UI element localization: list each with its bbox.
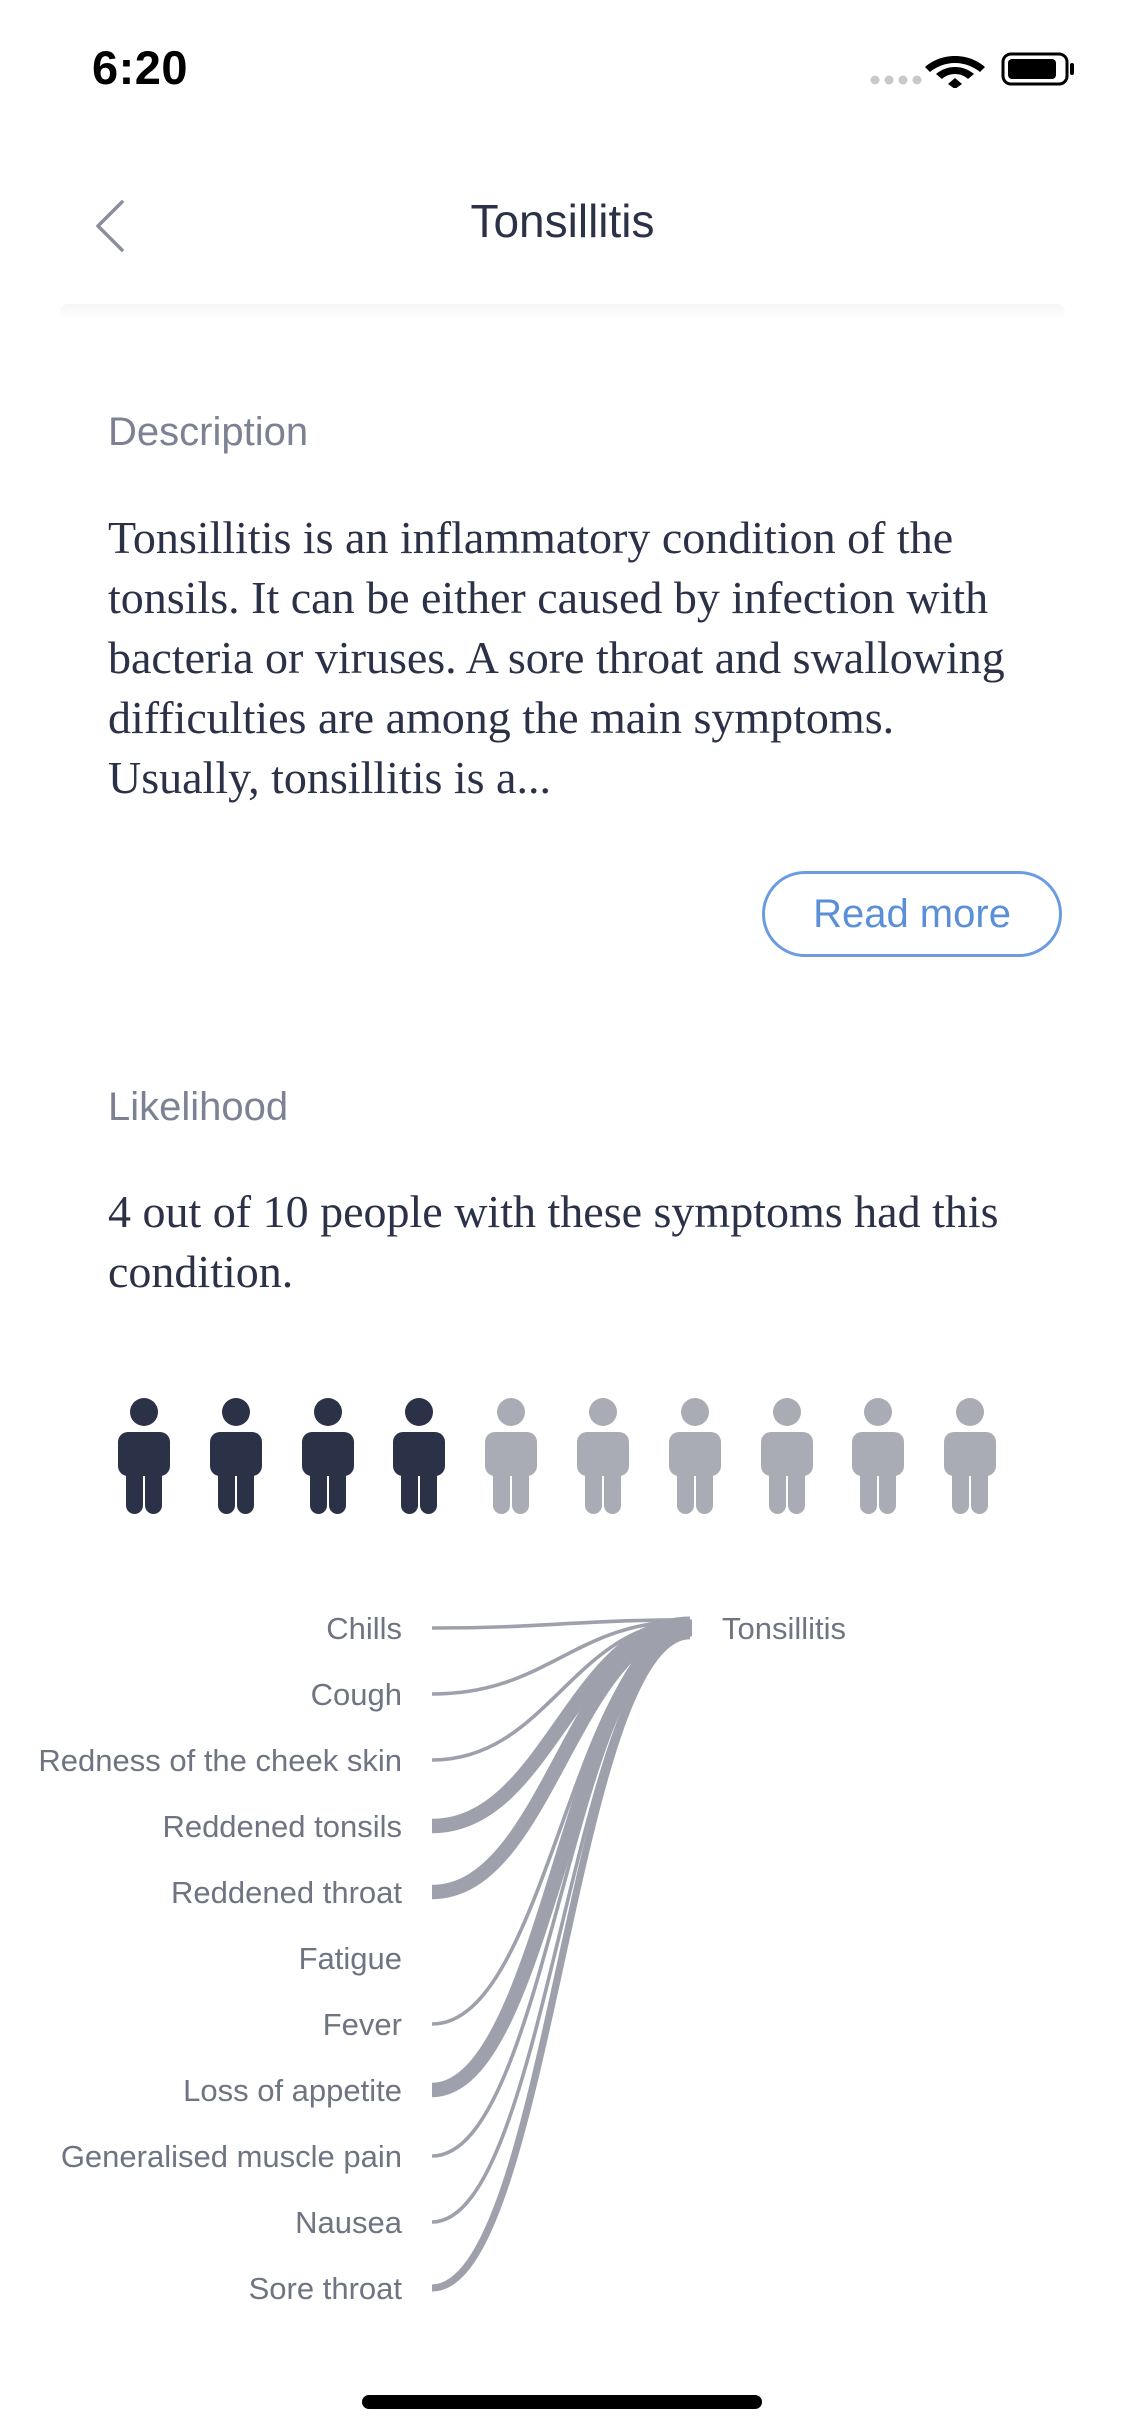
status-time: 6:20: [92, 41, 189, 94]
person-icon: [942, 1398, 998, 1514]
status-bar: [0, 0, 1125, 132]
person-icon: [850, 1398, 906, 1514]
symptom-label: Chills: [326, 1611, 402, 1646]
description-text: Tonsillitis is an inflammatory condition of the tonsils. It can be either caused by infection with bacteria or viruses. A sore throat and swallowing difficulties are among the main symptoms. Usually, tonsillitis is a...: [108, 512, 1005, 803]
home-indicator: [362, 2395, 762, 2409]
person-icon: [759, 1398, 815, 1514]
person-icon: [575, 1398, 631, 1514]
symptom-label: Generalised muscle pain: [60, 2139, 402, 2174]
symptom-label: Cough: [310, 1677, 402, 1712]
symptom-label: Fever: [322, 2007, 402, 2042]
symptom-label: Reddened throat: [171, 1875, 402, 1910]
condition-label: Tonsillitis: [722, 1611, 847, 1646]
person-icon-affected: [116, 1398, 172, 1514]
description-label: Description: [108, 410, 309, 454]
person-icon-affected: [300, 1398, 356, 1514]
person-icon-affected: [391, 1398, 447, 1514]
person-icon: [483, 1398, 539, 1514]
symptom-label: Reddened tonsils: [162, 1809, 402, 1844]
symptom-label: Loss of appetite: [183, 2073, 402, 2108]
symptom-flow-chart: [0, 1590, 1125, 2330]
people-pictogram: [116, 1398, 1016, 1514]
condition-node: [689, 1620, 692, 1637]
symptom-label: Sore throat: [248, 2271, 402, 2306]
likelihood-text: 4 out of 10 people with these symptoms had this condition.: [108, 1186, 999, 1297]
status-icons: [865, 48, 1085, 88]
likelihood-label: Likelihood: [108, 1085, 289, 1129]
person-icon: [667, 1398, 723, 1514]
symptom-label: Redness of the cheek skin: [38, 1743, 402, 1778]
symptom-label: Fatigue: [298, 1941, 402, 1976]
nav-divider-shadow: [60, 304, 1065, 320]
page-title: Tonsillitis: [470, 195, 655, 247]
symptom-flow-line: [432, 1631, 690, 2090]
wifi-icon: [925, 56, 985, 88]
person-icon-affected: [208, 1398, 264, 1514]
symptom-label: Nausea: [295, 2205, 402, 2240]
read-more-button[interactable]: Read more: [762, 871, 1062, 957]
signal-icon: [871, 76, 922, 85]
battery-icon: [1003, 54, 1074, 84]
